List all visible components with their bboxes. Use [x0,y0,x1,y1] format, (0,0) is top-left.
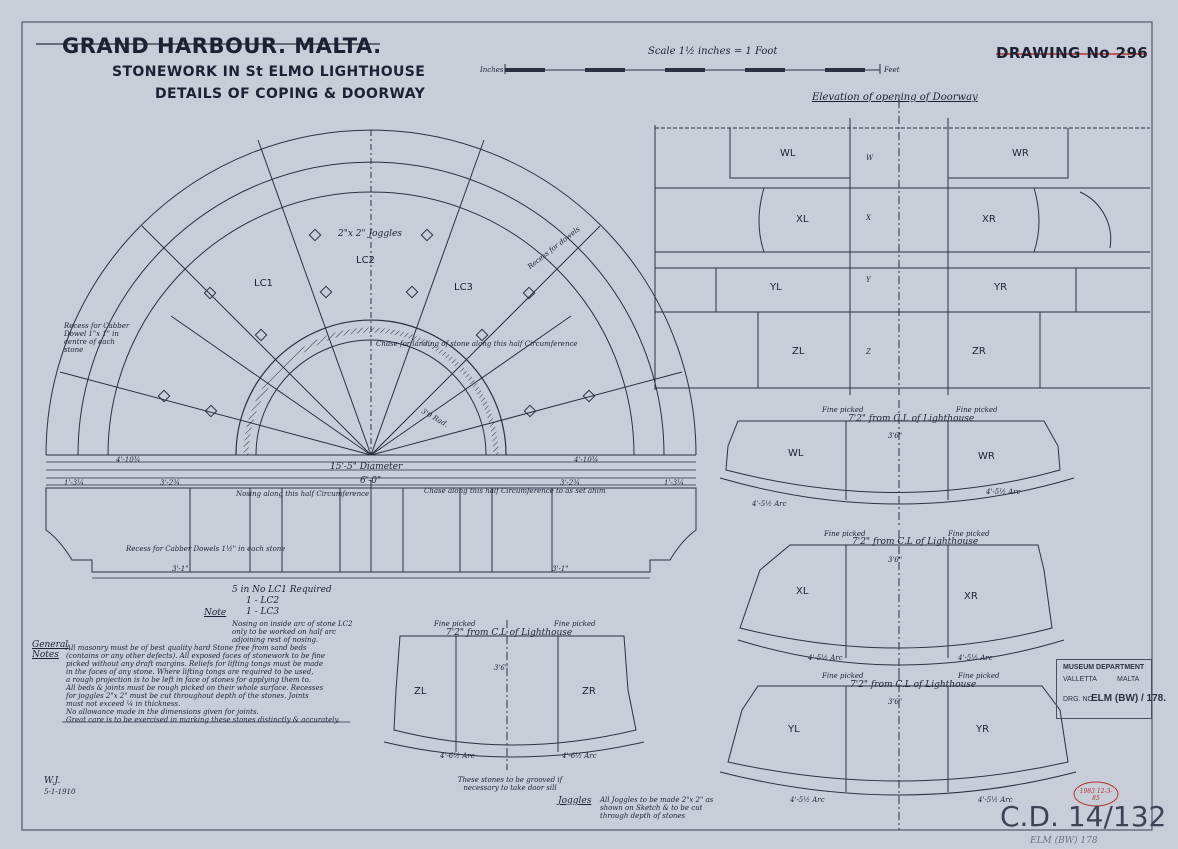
stamp-malta: MALTA [1117,676,1140,683]
general-note-line-2: (contains or any other defects). All exposed faces of stonework to be fine [66,652,326,660]
scale-bar [505,64,880,74]
red-stamp-text: 1983 12-3-85 [1079,788,1113,802]
detail-stone-xl: XL [796,586,809,597]
span-label: 6'-0" [360,476,382,486]
elev-stone-zr: ZR [972,346,986,357]
dim-3: 3'-2¾ [560,479,580,487]
detail-plans [720,400,1076,830]
joggles-label: 2"x 2" Joggles [338,229,402,239]
drawing-subtitle-1: STONEWORK IN St ELMO LIGHTHOUSE [112,64,426,80]
general-note-line-9: No allowance made in the dimensions given for joints. [66,708,259,716]
note-label: Note [204,608,227,618]
dim-4: 1'-3¼ [664,479,684,487]
museum-stamp [1056,659,1167,719]
general-note-line-1: All masonry must be of best quality hard Stone free from sand beds [66,644,307,652]
general-note-line-7: for joggles 2"x 2" must be cut throughout depth of the stones. Joints [66,692,309,700]
grooved-note: These stones to be grooved if necessary to take door sill [457,776,563,792]
detail-stone-wl: WL [788,448,804,459]
diameter-label: 15'-5" Diameter [330,462,403,472]
course-z: Z [866,348,871,356]
chase-note: Chase for landing of stone along this half Circumference [376,340,578,348]
drawing-number: DRAWING No 296 [996,44,1149,62]
coping-plan [46,130,696,455]
detail-stone-wr: WR [978,451,995,462]
stamp-drg-label: DRG. NO. [1063,696,1095,703]
arc-w-right: 4'-5½ Arc [986,488,1021,496]
elev-stone-xr: XR [982,214,996,225]
dim-left: 4'-10¾ [116,456,141,464]
nosing-note: Nosing along this half Circumference [236,490,370,498]
general-note-line-8: must not exceed ¼ in thickness. [66,700,181,708]
catalogue-reference: C.D. 14/132 [1000,800,1167,833]
arc-w-left: 4'-5½ Arc [752,500,787,508]
from-cl-x: 7'2" from C.L of Lighthouse [852,537,979,547]
general-note-line-10: Great care is to be exercised in marking these stones distinctly & accurately. [66,716,340,724]
fine-picked-w-left: Fine picked [822,406,864,414]
radius-label: 3'0 Rad. [419,407,450,429]
dim-1: 1'-3¼ [64,479,84,487]
elev-stone-wr: WR [1012,148,1029,159]
dim-2: 3'-2¾ [160,479,180,487]
width-z: 3'6" [494,664,509,672]
general-note-line-4: in the faces of any stone. Where lifting tongs are required to be used, [66,668,314,676]
stamp-valletta: VALLETTA [1063,676,1097,683]
general-notes-label: General Notes [32,640,69,660]
general-note-line-5: a rough projection is to be left in face of stones for applying them to. [66,676,311,684]
arc-y-right: 4'-5½ Arc [978,796,1013,804]
fine-picked-z-left: Fine picked [434,620,476,628]
arc-x-left: 4'-5½ Arc [808,654,843,662]
width-w: 3'6" [888,432,903,440]
fine-picked-x-left: Fine picked [824,530,866,538]
dim-right: 4'-10¾ [574,456,599,464]
recess-right-note: Recess for dowels [526,225,582,271]
fine-picked-y-right: Fine picked [958,672,1000,680]
pencil-reference: ELM (BW) 178 [1030,836,1098,846]
scale-inches-label: Inches [480,66,504,74]
width-x: 3'6" [888,556,903,564]
stone-label-lc3: LC3 [454,282,473,293]
elev-stone-yl: YL [770,282,782,293]
stone-label-lc2: LC2 [356,255,375,266]
arc-z-left: 4'-6½ Arc [440,752,475,760]
fine-picked-w-right: Fine picked [956,406,998,414]
recess-left-note: Recess for Cabber Dowel 1"x 1" in centre of each stone [64,322,130,354]
elev-stone-zl: ZL [792,346,805,357]
from-cl-y: 7'2" from C.L of Lighthouse [850,680,977,690]
elev-stone-yr: YR [994,282,1008,293]
section-right-dim: 3'-1" [552,565,569,573]
section-left-dim: 3'-1" [172,565,189,573]
drawn-initials: W.J. [44,776,61,786]
required-line-3: 1 - LC3 [246,607,280,617]
arc-z-right: 4'-6½ Arc [562,752,597,760]
scale-label: Scale 1½ inches = 1 Foot [648,46,778,57]
joggles-note-label: Joggles [558,796,592,806]
detail-stone-zr: ZR [582,686,596,697]
from-cl-z: 7'2" from C.L of Lighthouse [446,628,573,638]
chase-section-note: Chase along this half Circumference to as set ahim [424,487,606,495]
general-note-line-6: All beds & joints must be rough picked on their whole surface. Recesses [66,684,324,692]
note-text: Nosing on inside arc of stone LC2 only to be worked on half arc adjoining rest of nosing. [232,620,353,644]
detail-stone-zl: ZL [414,686,427,697]
from-cl-w: 7'2" from C.L of Lighthouse [848,414,975,424]
stamp-line-1: MUSEUM DEPARTMENT [1063,664,1145,671]
scale-feet-label: Feet [884,66,900,74]
elev-stone-wl: WL [780,148,796,159]
stone-label-lc1: LC1 [254,278,273,289]
general-note-line-3: picked without any draft margins. Reliefs for lifting tongs must be made [66,660,324,668]
fine-picked-x-right: Fine picked [948,530,990,538]
course-y: Y [866,276,871,284]
arc-x-right: 4'-5½ Arc [958,654,993,662]
detail-stone-xr: XR [964,591,978,602]
stamp-drg-value: ELM (BW) / 178. [1091,693,1167,704]
course-w: W [866,154,874,162]
elev-stone-xl: XL [796,214,809,225]
doorway-elevation [655,100,1150,395]
required-line-1: 5 in No LC1 Required [232,585,332,595]
arc-y-left: 4'-5½ Arc [790,796,825,804]
detail-stone-yl: YL [788,724,800,735]
fine-picked-y-left: Fine picked [822,672,864,680]
fine-picked-z-right: Fine picked [554,620,596,628]
drawn-date: 5-1-1910 [44,788,76,796]
course-x: X [866,214,871,222]
recess-bottom-note: Recess for Cabber Dowels 1½" in each stone [126,545,286,553]
width-y: 3'6" [888,698,903,706]
drawing-title: GRAND HARBOUR. MALTA. [62,34,382,58]
required-line-2: 1 - LC2 [246,596,280,606]
detail-stone-yr: YR [976,724,990,735]
joggles-note-text: All Joggles to be made 2"x 2" as shown on Sketch & to be cut through depth of stones [600,796,714,820]
drawing-subtitle-2: DETAILS OF COPING & DOORWAY [155,86,426,102]
elevation-title: Elevation of opening of Doorway [812,92,978,103]
